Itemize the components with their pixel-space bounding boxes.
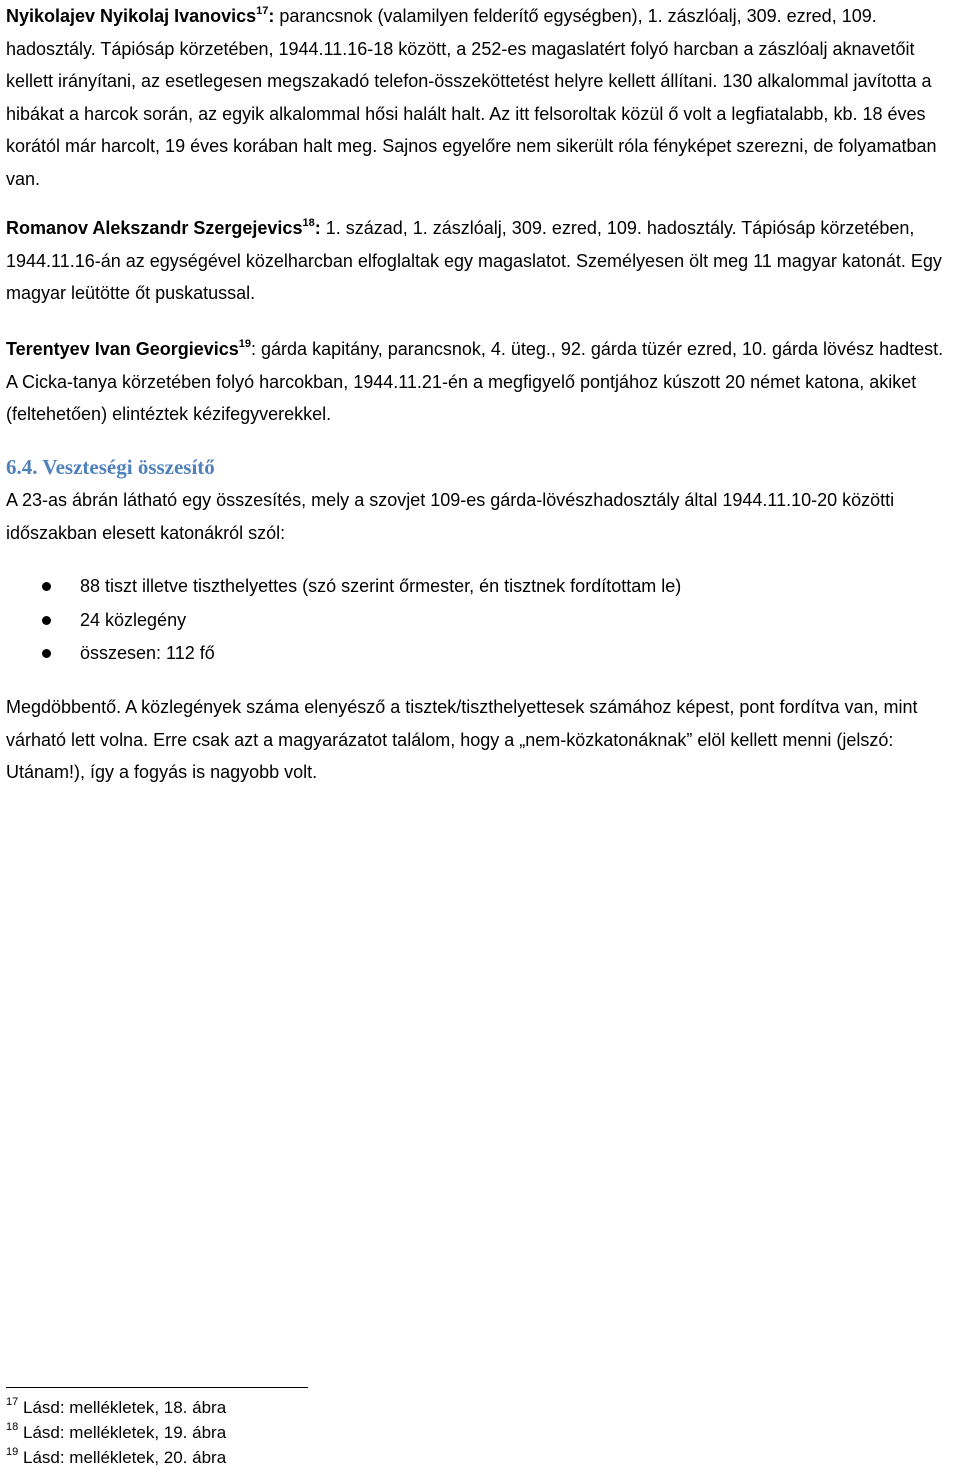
closing-paragraph: Megdöbbentő. A közlegények száma elenyésző a tisztek/tiszthelyettesek számához képest, pont fordítva van, mint várható lett volna. Erre csak azt a magyarázatot találom, hogy a „nem-közkatonáknak” elöl kellett menni (jelszó: Utánam!), így a fogyás is nagyobb volt. <box>6 697 918 782</box>
footnote-number: 19 <box>6 1446 19 1458</box>
person-name: Romanov Alekszandr Szergejevics <box>6 218 303 238</box>
footnote <box>6 1420 226 1445</box>
paragraph-text: : gárda kapitány, parancsnok, 4. üteg., 92. gárda tüzér ezred, 10. gárda lövész hadtest. A Cicka-tanya körzetében folyó harcokban, 1944.11.21-én a megfigyelő pontjához kúszott 20 német katona, akiket (feltehetően) elintéztek kézifegyverekkel. <box>6 339 944 424</box>
footnotes <box>6 1395 226 1470</box>
section-heading: 6.4. Veszteségi összesítő <box>6 455 215 479</box>
footnote-text: Lásd: mellékletek, 19. ábra <box>22 1423 227 1442</box>
footnote <box>6 1445 226 1470</box>
footnote-ref[interactable]: 19 <box>238 338 252 350</box>
footnote <box>6 1395 226 1420</box>
person-name: Nyikolajev Nyikolaj Ivanovics <box>6 6 257 26</box>
footnote-ref[interactable]: 17 <box>256 5 269 17</box>
paragraph-terentyev <box>6 333 954 431</box>
bullet-icon <box>42 582 51 591</box>
list-item <box>6 637 681 671</box>
bullet-icon <box>42 649 51 658</box>
list-item-text: 88 tiszt illetve tiszthelyettes (szó szerint őrmester, én tisztnek fordítottam le) <box>80 576 682 596</box>
list-item-text: összesen: 112 fő <box>80 643 215 663</box>
footnote-number: 17 <box>6 1396 19 1408</box>
paragraph-text: parancsnok (valamilyen felderítő egységben), 1. zászlóalj, 309. ezred, 109. hadosztály. Tápiósáp körzetében, 1944.11.16-18 között, a 252-es magaslatért folyó harcban a zászlóalj aknavetőit kellett irányítani, az esetlegesen megszakadó telefon-összeköttetést helyre kellett állítani. 130 alkalommal javította a hibákat a harcok során, az egyik alkalommal hősi halált halt. Az itt felsoroltak közül ő volt a legfiatalabb, kb. 18 éves korától már harcolt, 19 éves korában halt meg. Sajnos egyelőre nem sikerült róla fényképet szerezni, de folyamatban van. <box>6 6 937 189</box>
footnote-separator <box>6 1387 308 1388</box>
section-intro: A 23-as ábrán látható egy összesítés, mely a szovjet 109-es gárda-lövészhadosztály által 1944.11.10-20 közötti időszakban elesett katonákról szól: <box>6 490 895 543</box>
list-item <box>6 604 681 638</box>
list-item <box>6 570 681 604</box>
list-item-text: 24 közlegény <box>80 609 187 630</box>
paragraph-nyikolajev <box>6 0 954 195</box>
paragraph-romanov <box>6 212 954 310</box>
paragraph-text: 1. század, 1. zászlóalj, 309. ezred, 109. hadosztály. Tápiósáp körzetében, 1944.11.16-án az egységével közelharcban elfoglaltak egy magaslatot. Személyesen ölt meg 11 magyar katonát. Egy magyar leütötte őt puskatussal. <box>6 218 942 303</box>
footnote-ref[interactable]: 18 <box>302 217 315 229</box>
casualty-list <box>6 570 681 671</box>
footnote-number: 18 <box>6 1421 19 1433</box>
footnote-text: Lásd: mellékletek, 18. ábra <box>22 1398 227 1417</box>
person-name: Terentyev Ivan Georgievics <box>6 339 239 359</box>
footnote-text: Lásd: mellékletek, 20. ábra <box>22 1448 227 1467</box>
bullet-icon <box>42 616 51 625</box>
name-colon: : <box>268 6 275 26</box>
name-colon: : <box>314 218 321 238</box>
